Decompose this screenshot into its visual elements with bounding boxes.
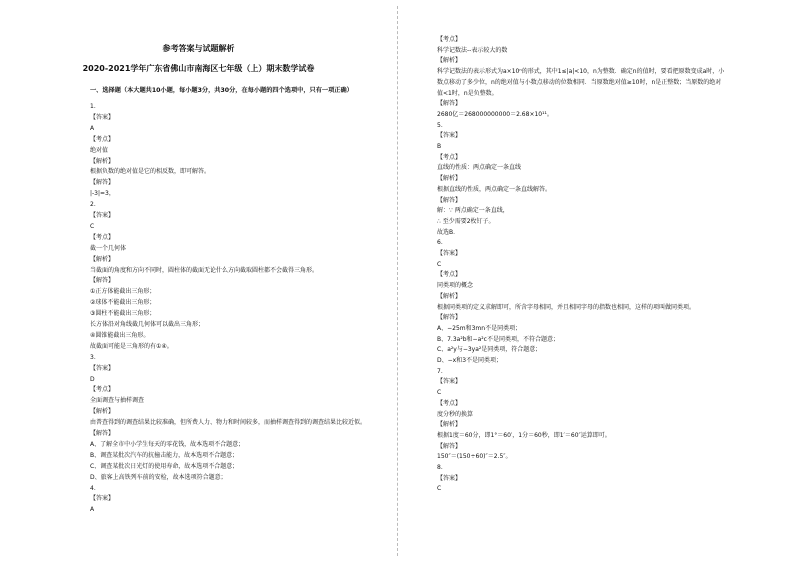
answer-line: 3. bbox=[90, 353, 96, 361]
answer-line: C、调查某批次日光灯的使用寿命，故本选项不合题意； bbox=[90, 462, 239, 470]
answer-line: 【考点】 bbox=[90, 135, 115, 143]
answer-line: 4. bbox=[90, 484, 96, 492]
answer-line: 科学记数法的表示形式为a×10ⁿ的形式，其中1≤|a|<10，n为整数．确定n的值时，要看把原数变成a时，小 bbox=[437, 68, 725, 76]
answer-line: ②球体不能截出三角形； bbox=[90, 299, 156, 307]
answer-line: 【考点】 bbox=[437, 153, 462, 161]
answer-line: 解：∵ 两点确定一条直线， bbox=[437, 207, 509, 215]
section-heading: 一、选择题（本大题共10小题，每小题3分，共30分，在每小题的四个选项中，只有一项正确） bbox=[90, 87, 353, 94]
answer-line: A bbox=[90, 124, 95, 132]
answer-line: 【考点】 bbox=[90, 386, 115, 394]
answer-line: B、7.3a²b和−a²c不是同类项，不符合题意； bbox=[437, 335, 559, 343]
answer-line: 【解答】 bbox=[437, 442, 462, 450]
answer-line: 【答案】 bbox=[90, 495, 115, 503]
answer-line: 由普查得到的调查结果比较准确，但所费人力、物力和时间较多，而抽样调查得到的调查结果比较近似。 bbox=[90, 419, 367, 427]
answer-line: 值<1时，n是负整数。 bbox=[437, 89, 498, 97]
answer-line: 6. bbox=[437, 239, 443, 247]
answer-line: C、a²y与−3ya²是同类项，符合题意； bbox=[437, 346, 542, 354]
answer-line: 截一个几何体 bbox=[90, 244, 127, 252]
answer-line: 度分秒的换算 bbox=[437, 410, 474, 418]
answer-line: 【解析】 bbox=[90, 157, 115, 165]
answer-line: 5. bbox=[437, 121, 443, 129]
answer-line: 【答案】 bbox=[437, 378, 462, 386]
answer-line: 【解析】 bbox=[437, 292, 462, 300]
answer-line: D、旅客上高铁列车前的安检，故本选项符合题意； bbox=[90, 473, 227, 481]
answer-line: 绝对值 bbox=[90, 146, 109, 154]
answer-line: 【解析】 bbox=[437, 57, 462, 65]
answer-line: 根据负数的绝对值是它的相反数，即可解答。 bbox=[90, 168, 211, 176]
answer-line: 【解答】 bbox=[437, 100, 462, 108]
answer-line: 故截面可能是三角形的有①④。 bbox=[90, 342, 173, 350]
answer-line: 数点移动了多少位，n的绝对值与小数点移动的位数相同．当原数绝对值≥10时，n是正整数；当原数的绝对 bbox=[437, 78, 722, 86]
answer-line: 故选B． bbox=[437, 228, 460, 236]
answer-line: 全面调查与抽样调查 bbox=[90, 397, 145, 405]
answer-line: 【解析】 bbox=[437, 175, 462, 183]
exam-title: 2020-2021学年广东省佛山市南海区七年级（上）期末数学试卷 bbox=[82, 64, 315, 73]
answer-line: 同类项的概念 bbox=[437, 282, 474, 290]
answer-line: ③圆柱不能截出三角形； bbox=[90, 310, 156, 318]
answer-line: 【考点】 bbox=[437, 399, 462, 407]
right-page bbox=[397, 0, 794, 562]
answer-line: A bbox=[90, 506, 95, 514]
answer-line: C bbox=[90, 222, 95, 230]
answer-line: 【解答】 bbox=[90, 430, 115, 437]
answer-line: 科学记数法--表示较大的数 bbox=[437, 46, 508, 54]
answer-line: ④圆锥能截出三角形。 bbox=[90, 331, 150, 339]
answer-line: C bbox=[437, 485, 442, 493]
answer-line: 根据同类项的定义求解即可，所含字母相同，并且相同字母的指数也相同，这样的项叫做同类项。 bbox=[437, 303, 696, 311]
answer-line: 8. bbox=[437, 464, 443, 471]
answer-line: 【答案】 bbox=[437, 474, 462, 482]
answer-line: 【考点】 bbox=[437, 36, 462, 43]
answer-title: 参考答案与试题解析 bbox=[162, 44, 235, 53]
answer-line: 【考点】 bbox=[90, 233, 115, 241]
answer-line: B、调查某批次汽车的抗撞击能力，故本选项不合题意； bbox=[90, 451, 239, 459]
answer-line: 直线的性质：两点确定一条直线 bbox=[437, 164, 522, 172]
answer-line: 2680亿＝268000000000＝2.68×10¹¹。 bbox=[437, 110, 553, 118]
answer-line: |-3|=3， bbox=[90, 190, 115, 198]
answer-line: A、−25m和3mn不是同类项； bbox=[437, 324, 522, 332]
answer-line: 【解答】 bbox=[437, 196, 462, 204]
answer-line: D bbox=[90, 375, 95, 383]
answer-line: A、了解全市中小学生每天的零花钱，故本选项不合题意； bbox=[90, 440, 245, 448]
answer-line: C bbox=[437, 389, 442, 397]
answer-line: 【答案】 bbox=[90, 113, 115, 121]
answer-line: 根据1度＝60分，即1°＝60′，1分＝60秒，即1′＝60″运算即可。 bbox=[437, 431, 611, 439]
answer-line: ∴ 至少需要2枚钉子。 bbox=[437, 217, 495, 225]
answer-line: 长方体沿对角线截几何体可以截出三角形； bbox=[90, 321, 205, 328]
answer-line: 【解答】 bbox=[90, 277, 115, 285]
answer-line: 【解析】 bbox=[90, 408, 115, 416]
answer-line: 150″＝(150÷60)″＝2.5″。 bbox=[437, 453, 512, 461]
answer-line: 【解答】 bbox=[437, 314, 462, 322]
answer-line: 2. bbox=[90, 201, 96, 209]
answer-line: 【解答】 bbox=[90, 179, 115, 187]
answer-line: 当截面的角度和方向不同时，圆柱体的截面无论什么方向截取圆柱都不会截得三角形。 bbox=[90, 266, 319, 274]
answer-line: 【解析】 bbox=[437, 421, 462, 429]
answer-line: 【答案】 bbox=[90, 212, 115, 219]
answer-line: 【答案】 bbox=[437, 132, 462, 140]
answer-line: 【答案】 bbox=[90, 364, 115, 372]
answer-line: C bbox=[437, 260, 442, 268]
answer-line: 根据直线的性质，两点确定一条直线解答。 bbox=[437, 185, 552, 193]
answer-line: 【解析】 bbox=[90, 255, 115, 263]
answer-line: 1. bbox=[90, 103, 96, 110]
answer-line: D、−x和3不是同类项； bbox=[437, 357, 503, 364]
answer-line: 7. bbox=[437, 367, 443, 375]
answer-line: 【考点】 bbox=[437, 271, 462, 279]
answer-line: 【答案】 bbox=[437, 250, 462, 257]
answer-line: B bbox=[437, 143, 442, 150]
answer-line: ①正方体能截出三角形； bbox=[90, 288, 156, 296]
